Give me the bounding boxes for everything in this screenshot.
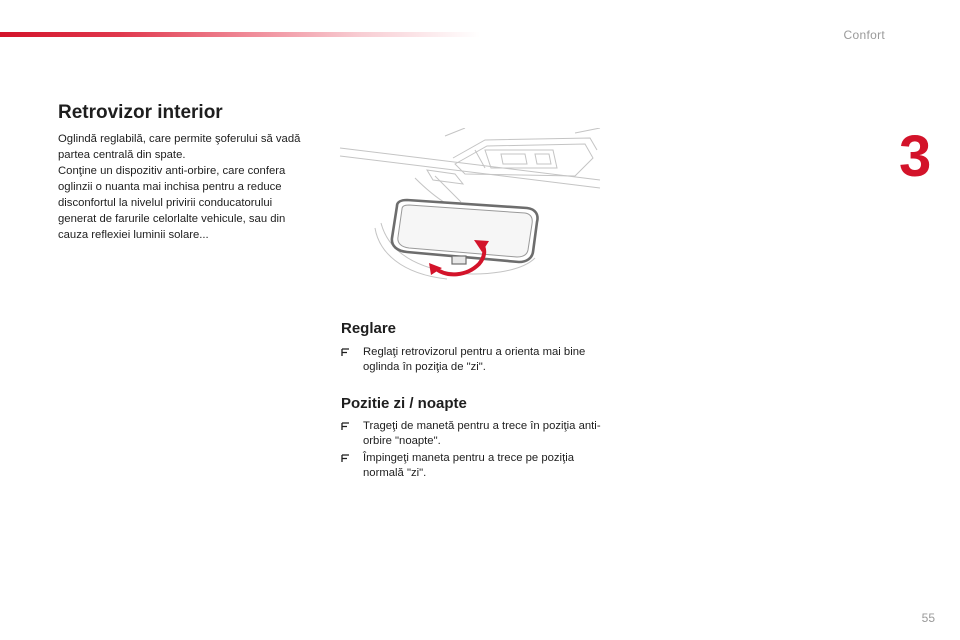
bullet-marker-icon: [341, 348, 350, 357]
pozitie-heading: Pozitie zi / noapte: [341, 395, 467, 412]
reglare-heading: Reglare: [341, 320, 397, 337]
header-accent-bar: [0, 32, 480, 37]
list-item-text: Reglaţi retrovizorul pentru a orienta mai bine oglinda în poziţia de "zi".: [363, 346, 586, 373]
intro-paragraph: Conţine un dispozitiv anti-orbire, care confera oglinzii o nuanta mai inchisa pentru a reduce disconfortul la nivelul privirii conducatorului generat de farurile celorlalte vehicule, sau din cauza reflexiei luminii solare...: [58, 165, 286, 241]
reglare-list: [341, 345, 603, 377]
intro-text: [58, 131, 313, 243]
bullet-marker-icon: [341, 422, 350, 431]
list-item-text: Împingeţi maneta pentru a trece pe poziţia normală "zi".: [363, 452, 575, 479]
list-item: [341, 451, 603, 481]
intro-paragraph: Oglindă reglabilă, care permite şoferului să vadă partea centrală din spate.: [58, 133, 301, 161]
list-item-text: Trageţi de manetă pentru a trece în poziţia anti-orbire "noapte".: [363, 420, 601, 447]
section-label: Confort: [843, 28, 885, 42]
rearview-mirror-illustration: [335, 128, 605, 283]
page-number: 55: [921, 611, 935, 625]
list-item: [341, 345, 603, 375]
pozitie-list: [341, 419, 603, 483]
chapter-number: 3: [899, 124, 932, 189]
page-title: Retrovizor interior: [58, 102, 223, 123]
list-item: [341, 419, 603, 449]
bullet-marker-icon: [341, 454, 350, 463]
